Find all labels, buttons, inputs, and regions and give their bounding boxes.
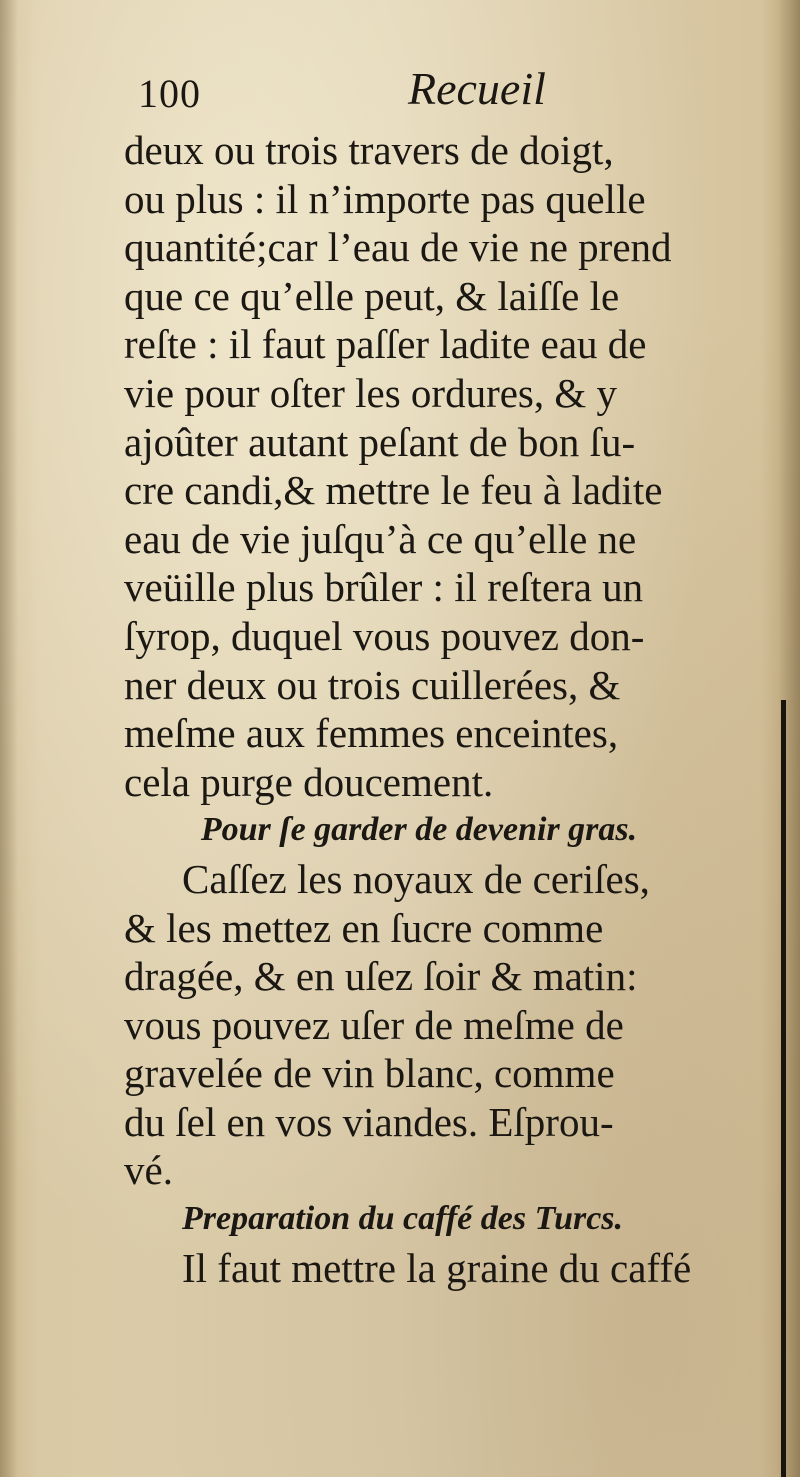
- text-line: que ce qu’elle peut, & laiſſe le: [124, 272, 620, 319]
- text-line: du ſel en vos viandes. Eſprou-: [124, 1098, 614, 1145]
- section-heading: Pour ſe garder de devenir gras.: [200, 811, 638, 849]
- page-number: 100: [138, 71, 201, 116]
- text-line: veüille plus brûler : il reſtera un: [124, 564, 644, 611]
- text-line: ſyrop, duquel vous pouvez don-: [124, 612, 645, 659]
- text-line: quantité;car l’eau de vie ne prend: [124, 224, 672, 271]
- text-line: & les mettez en ſucre comme: [124, 904, 604, 951]
- text-line: meſme aux femmes enceintes,: [124, 710, 619, 757]
- text-line: Caſſez les noyaux de ceriſes,: [182, 855, 650, 902]
- text-line: vie pour oſter les ordures, & y: [124, 369, 618, 416]
- text-line: eau de vie juſqu’à ce qu’elle ne: [124, 515, 637, 562]
- text-line: Il faut mettre la graine du caffé: [182, 1244, 692, 1291]
- text-line: reſte : il faut paſſer ladite eau de: [124, 321, 647, 368]
- text-line: vé.: [124, 1147, 173, 1194]
- text-line: dragée, & en uſez ſoir & matin:: [124, 953, 638, 1000]
- text-line: cre candi,& mettre le feu à ladite: [124, 467, 663, 514]
- text-line: gravelée de vin blanc, comme: [124, 1050, 615, 1097]
- text-line: vous pouvez uſer de meſme de: [124, 1001, 624, 1048]
- page-header: [138, 58, 778, 122]
- page-gutter-shadow: [0, 0, 18, 1477]
- text-line: ajoûter autant peſant de bon ſu-: [124, 418, 636, 465]
- text-line: ner deux ou trois cuillerées, &: [124, 661, 621, 708]
- text-line: ou plus : il n’importe pas quelle: [124, 175, 646, 222]
- text-line: cela purge doucement.: [124, 758, 494, 805]
- section-heading: Preparation du caffé des Turcs.: [182, 1200, 624, 1238]
- text-block: [124, 126, 794, 1292]
- text-line: deux ou trois travers de doigt,: [124, 127, 614, 173]
- running-head: Recueil: [408, 63, 546, 114]
